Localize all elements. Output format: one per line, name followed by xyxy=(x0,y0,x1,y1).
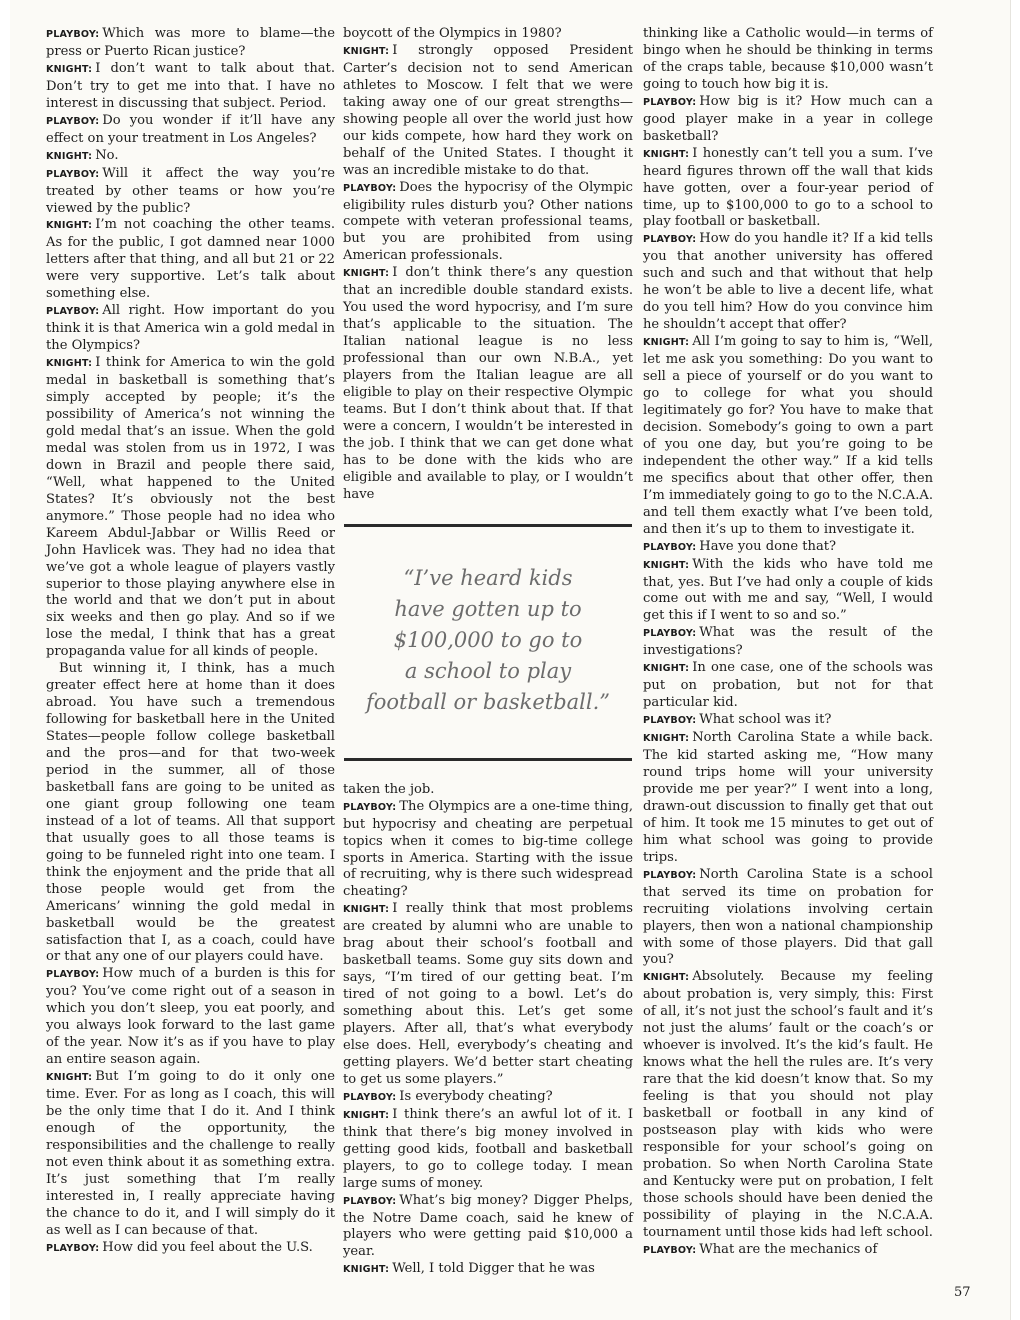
paragraph-text: Which was more to blame—the press or Puerto Rican justice? xyxy=(46,26,335,59)
paragraph-text: How much of a burden is this for you? You’ve come right out of a season in which you don’t sleep, you eat poorly, and you always look forward to the last game of the year. Now it’s as if you have to play an entire season again. xyxy=(46,966,335,1068)
interview-paragraph xyxy=(46,1069,335,1240)
paragraph-text: I think there’s an awful lot of it. I think that there’s big money involved in getting good kids, football and basketball players, to go to college today. I mean large sums of money. xyxy=(343,1106,633,1191)
paragraph-text: I don’t want to talk about that. Don’t try to get me into that. I have no interest in discussing that subject. Period. xyxy=(46,60,335,111)
interview-paragraph xyxy=(643,231,933,334)
interview-paragraph xyxy=(343,26,633,43)
interview-paragraph xyxy=(643,969,933,1241)
pull-quote-text xyxy=(343,563,633,718)
speaker-label: KNIGHT: xyxy=(643,337,690,349)
interview-paragraph xyxy=(46,661,335,966)
pull-quote-line: “I’ve heard kids xyxy=(403,565,573,590)
paragraph-text: I really think that most problems are created by alumni who are unable to brag about their school’s football and basketball teams. Some guy sits down and says, “I’m tired of our getting beat. I’m tired of not going to a bowl. Let’s do something about this. Let’s get some players. After all, that’s what everybody else does. Hell, everybody’s cheating and getting players. We’d better start cheating to get us some players.” xyxy=(343,901,633,1087)
interview-paragraph xyxy=(643,712,933,730)
paragraph-text: All I’m going to say to him is, “Well, let me ask you something: Do you want to sell a piece of yourself or do you want to go to college for what you should legitimately go for? You have to make that decision. Somebody’s going to own a part of you one day, but you’re going to be independent the other way.” If a kid tells me specifics about that other offer, then I’m immediately going to go to the N.C.A.A. and tell them exactly what I’ve been told, and then it’s up to them to investigate it. xyxy=(643,334,933,537)
interview-paragraph xyxy=(46,26,335,61)
interview-paragraph xyxy=(343,265,633,503)
paragraph-text: North Carolina State is a school that served its time on probation for recruiting violations involving certain players, then won a national championship with some of those players. Did that gall you? xyxy=(643,866,933,968)
interview-paragraph xyxy=(643,26,933,94)
speaker-label: KNIGHT: xyxy=(46,358,93,370)
interview-paragraph xyxy=(343,782,633,799)
paragraph-text: I don’t think there’s any question that an incredible double standard exists. You used the word hypocrisy, and I’m sure that’s applicable to the situation. The Italian national league is no less professional than our own N.B.A., yet players from the Italian league are all eligible to play on their respective Olympic teams. But I don’t think about that. If that were a concern, I wouldn’t be interested in the job. I think that we can get done what has to be done with the kids who are eligible and available to play, or I wouldn’t have xyxy=(343,265,633,502)
column-middle-upper xyxy=(343,26,633,504)
speaker-label: PLAYBOY: xyxy=(46,969,100,981)
interview-paragraph xyxy=(643,660,933,712)
pull-quote-bottom-rule xyxy=(344,758,632,761)
speaker-label: KNIGHT: xyxy=(643,559,690,571)
speaker-label: KNIGHT: xyxy=(643,733,690,745)
paragraph-text: But winning it, I think, has a much greater effect here at home than it does abroad. You have such a tremendous following for basketball here in the United States—people follow college basketball and the pros—and for that two-week period in the summer, all of those basketball fans are going to be united as one giant group following one team instead of a lot of teams. All that support that usually goes to all those teams is going to be funneled right into one team. I think the enjoyment and the pride that all those people would get from the Americans’ winning the gold medal in basketball would be the greatest satisfaction that I, as a coach, could have or that any one of our players could have. xyxy=(46,661,335,965)
paragraph-text: In one case, one of the schools was put on probation, but not for that particular kid. xyxy=(643,660,933,711)
speaker-label: KNIGHT: xyxy=(46,220,93,232)
interview-paragraph xyxy=(643,730,933,867)
paragraph-text: What school was it? xyxy=(699,712,832,728)
paragraph-text: But I’m going to do it only one time. Ever. For as long as I coach, this will be the only time that I do it. And I think enough of the opportunity, the responsibilities and the challenge to really not even think about it as something extra. It’s just something that I’m really interested in, I really appreciate having the chance to do it, and I will simply do it as well as I can because of that. xyxy=(46,1069,335,1238)
speaker-label: PLAYBOY: xyxy=(46,29,100,40)
speaker-label: PLAYBOY: xyxy=(643,628,697,640)
speaker-label: PLAYBOY: xyxy=(46,168,100,180)
paragraph-text: Have you done that? xyxy=(699,538,837,554)
interview-paragraph xyxy=(343,43,633,180)
interview-paragraph xyxy=(643,146,933,232)
column-right xyxy=(643,26,933,1260)
paragraph-text: What are the mechanics of xyxy=(699,1241,878,1257)
interview-paragraph xyxy=(643,1242,933,1260)
magazine-page xyxy=(10,0,1010,1320)
pull-quote-top-rule xyxy=(344,524,632,527)
interview-paragraph xyxy=(46,113,335,148)
speaker-label: PLAYBOY: xyxy=(343,1091,397,1103)
speaker-label: PLAYBOY: xyxy=(643,715,697,727)
interview-paragraph xyxy=(343,1261,633,1279)
paragraph-text: North Carolina State a while back. The kid started asking me, “How many round trips home will your university provide me per year?” I went into a long, drawn-out discussion to finally get that out of him. It took me 15 minutes to get out of him what school was going to provide trips. xyxy=(643,730,933,865)
speaker-label: KNIGHT: xyxy=(343,904,390,916)
pull-quote-line: a school to play xyxy=(404,658,572,683)
speaker-label: KNIGHT: xyxy=(46,63,93,75)
column-middle-lower xyxy=(343,782,633,1280)
speaker-label: PLAYBOY: xyxy=(343,182,397,194)
pull-quote-line: football or basketball.” xyxy=(365,689,611,714)
interview-paragraph xyxy=(343,799,633,902)
column-left xyxy=(46,26,335,1258)
speaker-label: KNIGHT: xyxy=(46,1072,93,1084)
interview-paragraph xyxy=(343,1107,633,1193)
paragraph-text: Does the hypocrisy of the Olympic eligibility rules disturb you? Other nations compete with veteran professional teams, but you are prohibited from using American professionals. xyxy=(343,179,633,264)
pull-quote-line: have gotten up to xyxy=(394,596,582,621)
interview-paragraph xyxy=(343,1193,633,1262)
paragraph-text: boycott of the Olympics in 1980? xyxy=(343,26,562,41)
speaker-label: KNIGHT: xyxy=(343,45,390,57)
paragraph-text: I strongly opposed President Carter’s decision not to send American athletes to Moscow. I felt that we were taking away one of our great strengths—showing people all over the world just how our kids compete, how hard they work on behalf of the United States. I thought it was an incredible mistake to do that. xyxy=(343,42,633,178)
speaker-label: PLAYBOY: xyxy=(343,1195,397,1207)
speaker-label: PLAYBOY: xyxy=(343,801,397,813)
paragraph-text: How big is it? How much can a good player make in a year in college basketball? xyxy=(643,93,933,144)
interview-paragraph xyxy=(46,966,335,1069)
paragraph-text: All right. How important do you think it is that America win a gold medal in the Olympics? xyxy=(46,303,335,354)
paragraph-text: Is everybody cheating? xyxy=(399,1088,553,1104)
interview-paragraph xyxy=(46,148,335,166)
speaker-label: PLAYBOY: xyxy=(643,234,697,246)
interview-paragraph xyxy=(343,180,633,266)
interview-paragraph xyxy=(643,94,933,146)
interview-paragraph xyxy=(643,334,933,538)
speaker-label: KNIGHT: xyxy=(643,663,690,675)
paragraph-text: I’m not coaching the other teams. As for the public, I got damned near 1000 letters after that thing, and all but 21 or 22 were very supportive. Let’s talk about something else. xyxy=(46,217,335,302)
paragraph-text: thinking like a Catholic would—in terms of bingo when he should be thinking in terms of the craps table, because $10,000 wasn’t going to touch how big it is. xyxy=(643,26,933,92)
speaker-label: PLAYBOY: xyxy=(46,115,100,127)
speaker-label: KNIGHT: xyxy=(343,268,390,280)
paragraph-text: How do you handle it? If a kid tells you that another university has offered such and such and that without that help he won’t be able to live a decent life, what do you tell him? How do you convince him he shouldn’t accept that offer? xyxy=(643,231,933,333)
speaker-label: KNIGHT: xyxy=(343,1264,390,1276)
interview-paragraph xyxy=(46,1240,335,1258)
interview-paragraph xyxy=(343,1089,633,1107)
interview-paragraph xyxy=(46,61,335,113)
column-middle xyxy=(343,26,633,1279)
paragraph-text: Do you wonder if it’ll have any effect on your treatment in Los Angeles? xyxy=(46,112,335,146)
interview-paragraph xyxy=(643,625,933,660)
paragraph-text: Well, I told Digger that he was xyxy=(392,1261,595,1277)
speaker-label: PLAYBOY: xyxy=(46,306,100,318)
interview-paragraph xyxy=(343,901,633,1088)
speaker-label: PLAYBOY: xyxy=(643,869,697,881)
pull-quote-line: $100,000 to go to xyxy=(393,627,583,652)
interview-paragraph xyxy=(46,217,335,303)
speaker-label: KNIGHT: xyxy=(46,150,93,162)
speaker-label: KNIGHT: xyxy=(643,148,690,160)
paragraph-text: Will it affect the way you’re treated by other teams or how you’re viewed by the public? xyxy=(46,165,335,216)
paragraph-text: The Olympics are a one-time thing, but hypocrisy and cheating are perpetual topics when it comes to big-time college sports in America. Starting with the issue of recruiting, why is there such widespread cheating? xyxy=(343,798,633,900)
interview-paragraph xyxy=(46,355,335,661)
speaker-label: KNIGHT: xyxy=(643,972,690,984)
paragraph-text: What’s big money? Digger Phelps, the Notre Dame coach, said he knew of players who were getting paid $10,000 a year. xyxy=(343,1192,633,1260)
speaker-label: KNIGHT: xyxy=(343,1109,390,1121)
speaker-label: PLAYBOY: xyxy=(643,96,697,108)
interview-paragraph xyxy=(46,166,335,218)
interview-paragraph xyxy=(643,557,933,626)
interview-paragraph xyxy=(643,867,933,970)
paragraph-text: taken the job. xyxy=(343,781,435,797)
pull-quote xyxy=(343,524,633,756)
paragraph-text: I think for America to win the gold medal in basketball is something that’s simply accepted by people; it’s the possibility of America’s not winning the gold medal that’s an issue. When the gold medal was stolen from us in 1972, I was down in Brazil and people there said, “Well, what happened to the United States? It’s obviously not the best anymore.” Those people had no idea who Kareem Abdul-Jabbar or Willis Reed or John Havlicek was. They had no idea that we’ve got a whole league of players vastly superior to those playing anywhere else in the world and that we don’t put in about six weeks and then go play. And so if we lose the medal, I think that has a great propaganda value for all kinds of people. xyxy=(46,355,335,660)
page-number: 57 xyxy=(954,1285,971,1300)
speaker-label: PLAYBOY: xyxy=(643,541,697,553)
paragraph-text: What was the result of the investigations? xyxy=(643,625,933,659)
paragraph-text: No. xyxy=(95,147,119,163)
paragraph-text: How did you feel about the U.S. xyxy=(102,1239,313,1255)
speaker-label: PLAYBOY: xyxy=(643,1244,697,1256)
speaker-label: PLAYBOY: xyxy=(46,1242,100,1254)
interview-paragraph xyxy=(643,539,933,557)
paragraph-text: Absolutely. Because my feeling about probation is, very simply, this: First of all, it’s not just the school’s fault and it’s not just the alums’ fault or the coach’s or whoever is involved. It’s the kid’s fault. He knows what the hell the rules are. It’s very rare that the kid doesn’t know that. So my feeling is that you should not play basketball or football in any kind of postseason play with kids who were responsible for your school’s going on probation. So when North Carolina State and Kentucky were put on probation, I felt those schools should have been denied the possibility of playing in the N.C.A.A. tournament until those kids had left school. xyxy=(643,969,933,1240)
paragraph-text: With the kids who have told me that, yes. But I’ve had only a couple of kids come out with me and say, “Well, I would get this if I went to so and so.” xyxy=(643,556,933,624)
interview-paragraph xyxy=(46,303,335,355)
paragraph-text: I honestly can’t tell you a sum. I’ve heard figures thrown off the wall that kids have gotten, over a four-year period of time, up to $100,000 to go to a school to play football or basketball. xyxy=(643,145,933,230)
